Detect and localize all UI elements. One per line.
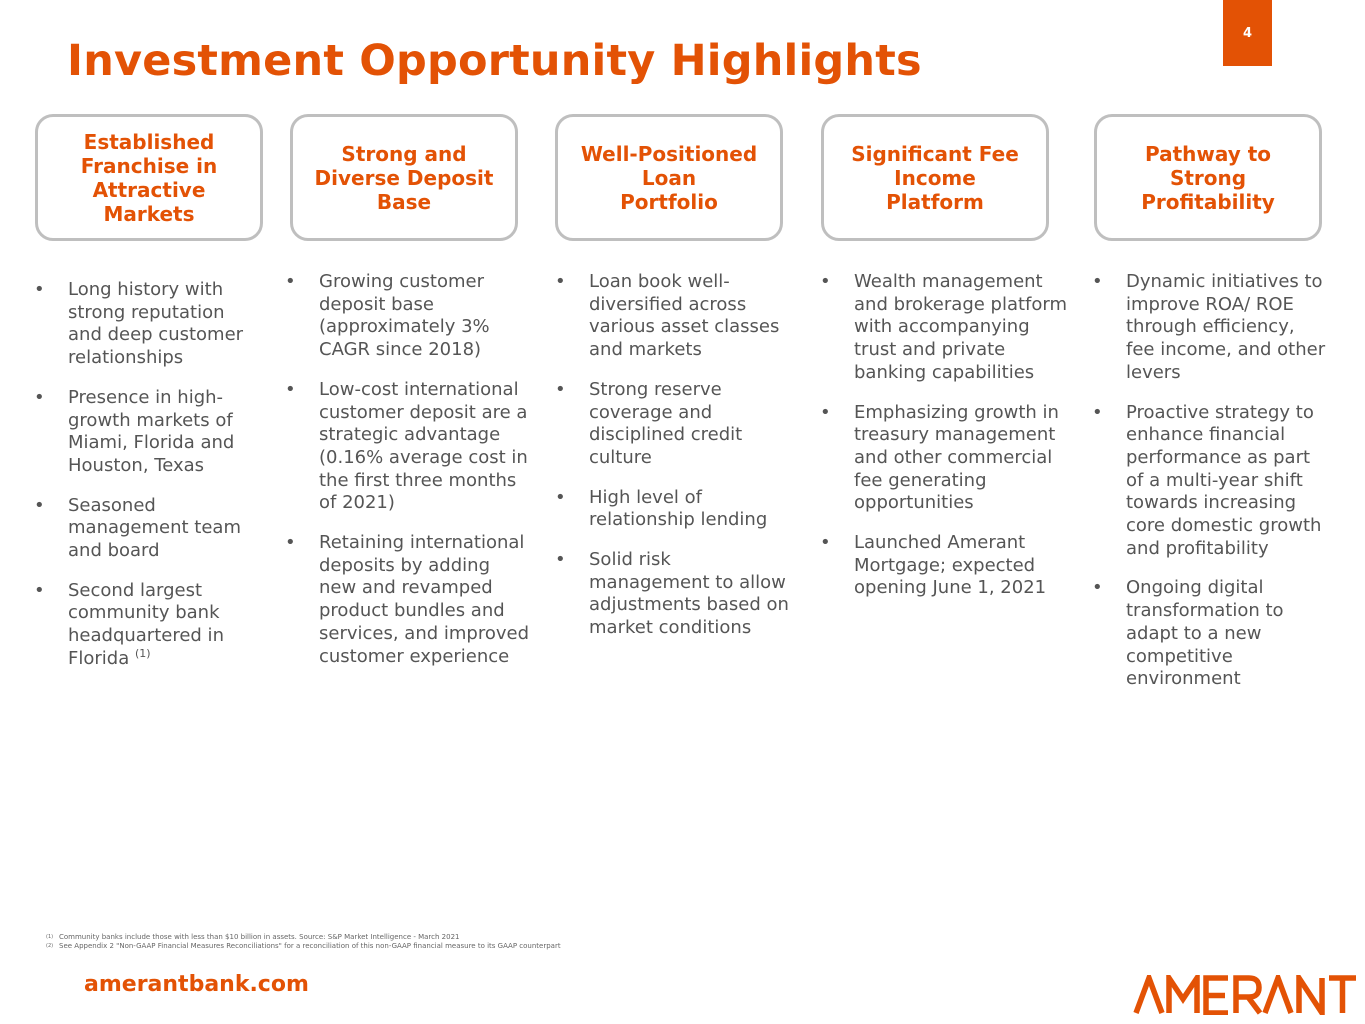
list-item: • High level of relationship lending xyxy=(555,487,795,532)
bullet-list-loan xyxy=(555,271,795,657)
footnote: (2) See Appendix 2 "Non-GAAP Financial Measures Reconciliations" for a reconciliation of this non-GAAP financial measure to its GAAP counterpart xyxy=(46,942,561,950)
list-item: • Emphasizing growth in treasury management and other commercial fee generating opportunities xyxy=(820,402,1070,516)
page-number: 4 xyxy=(1223,0,1272,66)
list-item: • Strong reserve coverage and disciplined credit culture xyxy=(555,379,795,470)
column-header-fee: Significant Fee Income Platform xyxy=(821,114,1049,241)
page-title: Investment Opportunity Highlights xyxy=(67,36,922,86)
list-item: • Retaining international deposits by adding new and revamped product bundles and services, and improved customer experience xyxy=(285,532,530,668)
amerant-logo xyxy=(1133,975,1358,1015)
column-header-profitability: Pathway to Strong Profitability xyxy=(1094,114,1322,241)
list-item: • Dynamic initiatives to improve ROA/ ROE through efficiency, fee income, and other levers xyxy=(1092,271,1327,385)
bullet-list-deposit xyxy=(285,271,530,685)
list-item: • Low-cost international customer deposit are a strategic advantage (0.16% average cost in the first three months of 2021) xyxy=(285,379,530,515)
list-item: • Seasoned management team and board xyxy=(34,495,262,563)
website-link[interactable]: amerantbank.com xyxy=(84,972,309,997)
list-item: • Loan book well-diversified across various asset classes and markets xyxy=(555,271,795,362)
list-item: • Launched Amerant Mortgage; expected opening June 1, 2021 xyxy=(820,532,1070,600)
list-item: • Ongoing digital transformation to adapt to a new competitive environment xyxy=(1092,577,1327,691)
list-item: • Growing customer deposit base (approximately 3% CAGR since 2018) xyxy=(285,271,530,362)
list-item: • Solid risk management to allow adjustments based on market conditions xyxy=(555,549,795,640)
list-item: • Presence in high-growth markets of Miami, Florida and Houston, Texas xyxy=(34,387,262,478)
list-item: • Second largest community bank headquartered in Florida $^{(1)}$ xyxy=(34,580,262,671)
footnote: (1) Community banks include those with less than $10 billion in assets. Source: S&P Market Intelligence - March 2021 xyxy=(46,933,460,941)
footnotes xyxy=(46,933,561,951)
column-header-franchise: Established Franchise in Attractive Markets xyxy=(35,114,263,241)
footnote-ref: (1) xyxy=(134,646,151,660)
bullet-list-profitability xyxy=(1092,271,1327,708)
column-header-loan: Well-Positioned Loan Portfolio xyxy=(555,114,783,241)
column-header-deposit: Strong and Diverse Deposit Base xyxy=(290,114,518,241)
list-item: • Wealth management and brokerage platform with accompanying trust and private banking capabilities xyxy=(820,271,1070,385)
list-item: • Long history with strong reputation and deep customer relationships xyxy=(34,279,262,370)
bullet-list-franchise xyxy=(34,279,262,688)
bullet-list-fee xyxy=(820,271,1070,617)
list-item: • Proactive strategy to enhance financial performance as part of a multi-year shift towards increasing core domestic growth and profitability xyxy=(1092,402,1327,561)
